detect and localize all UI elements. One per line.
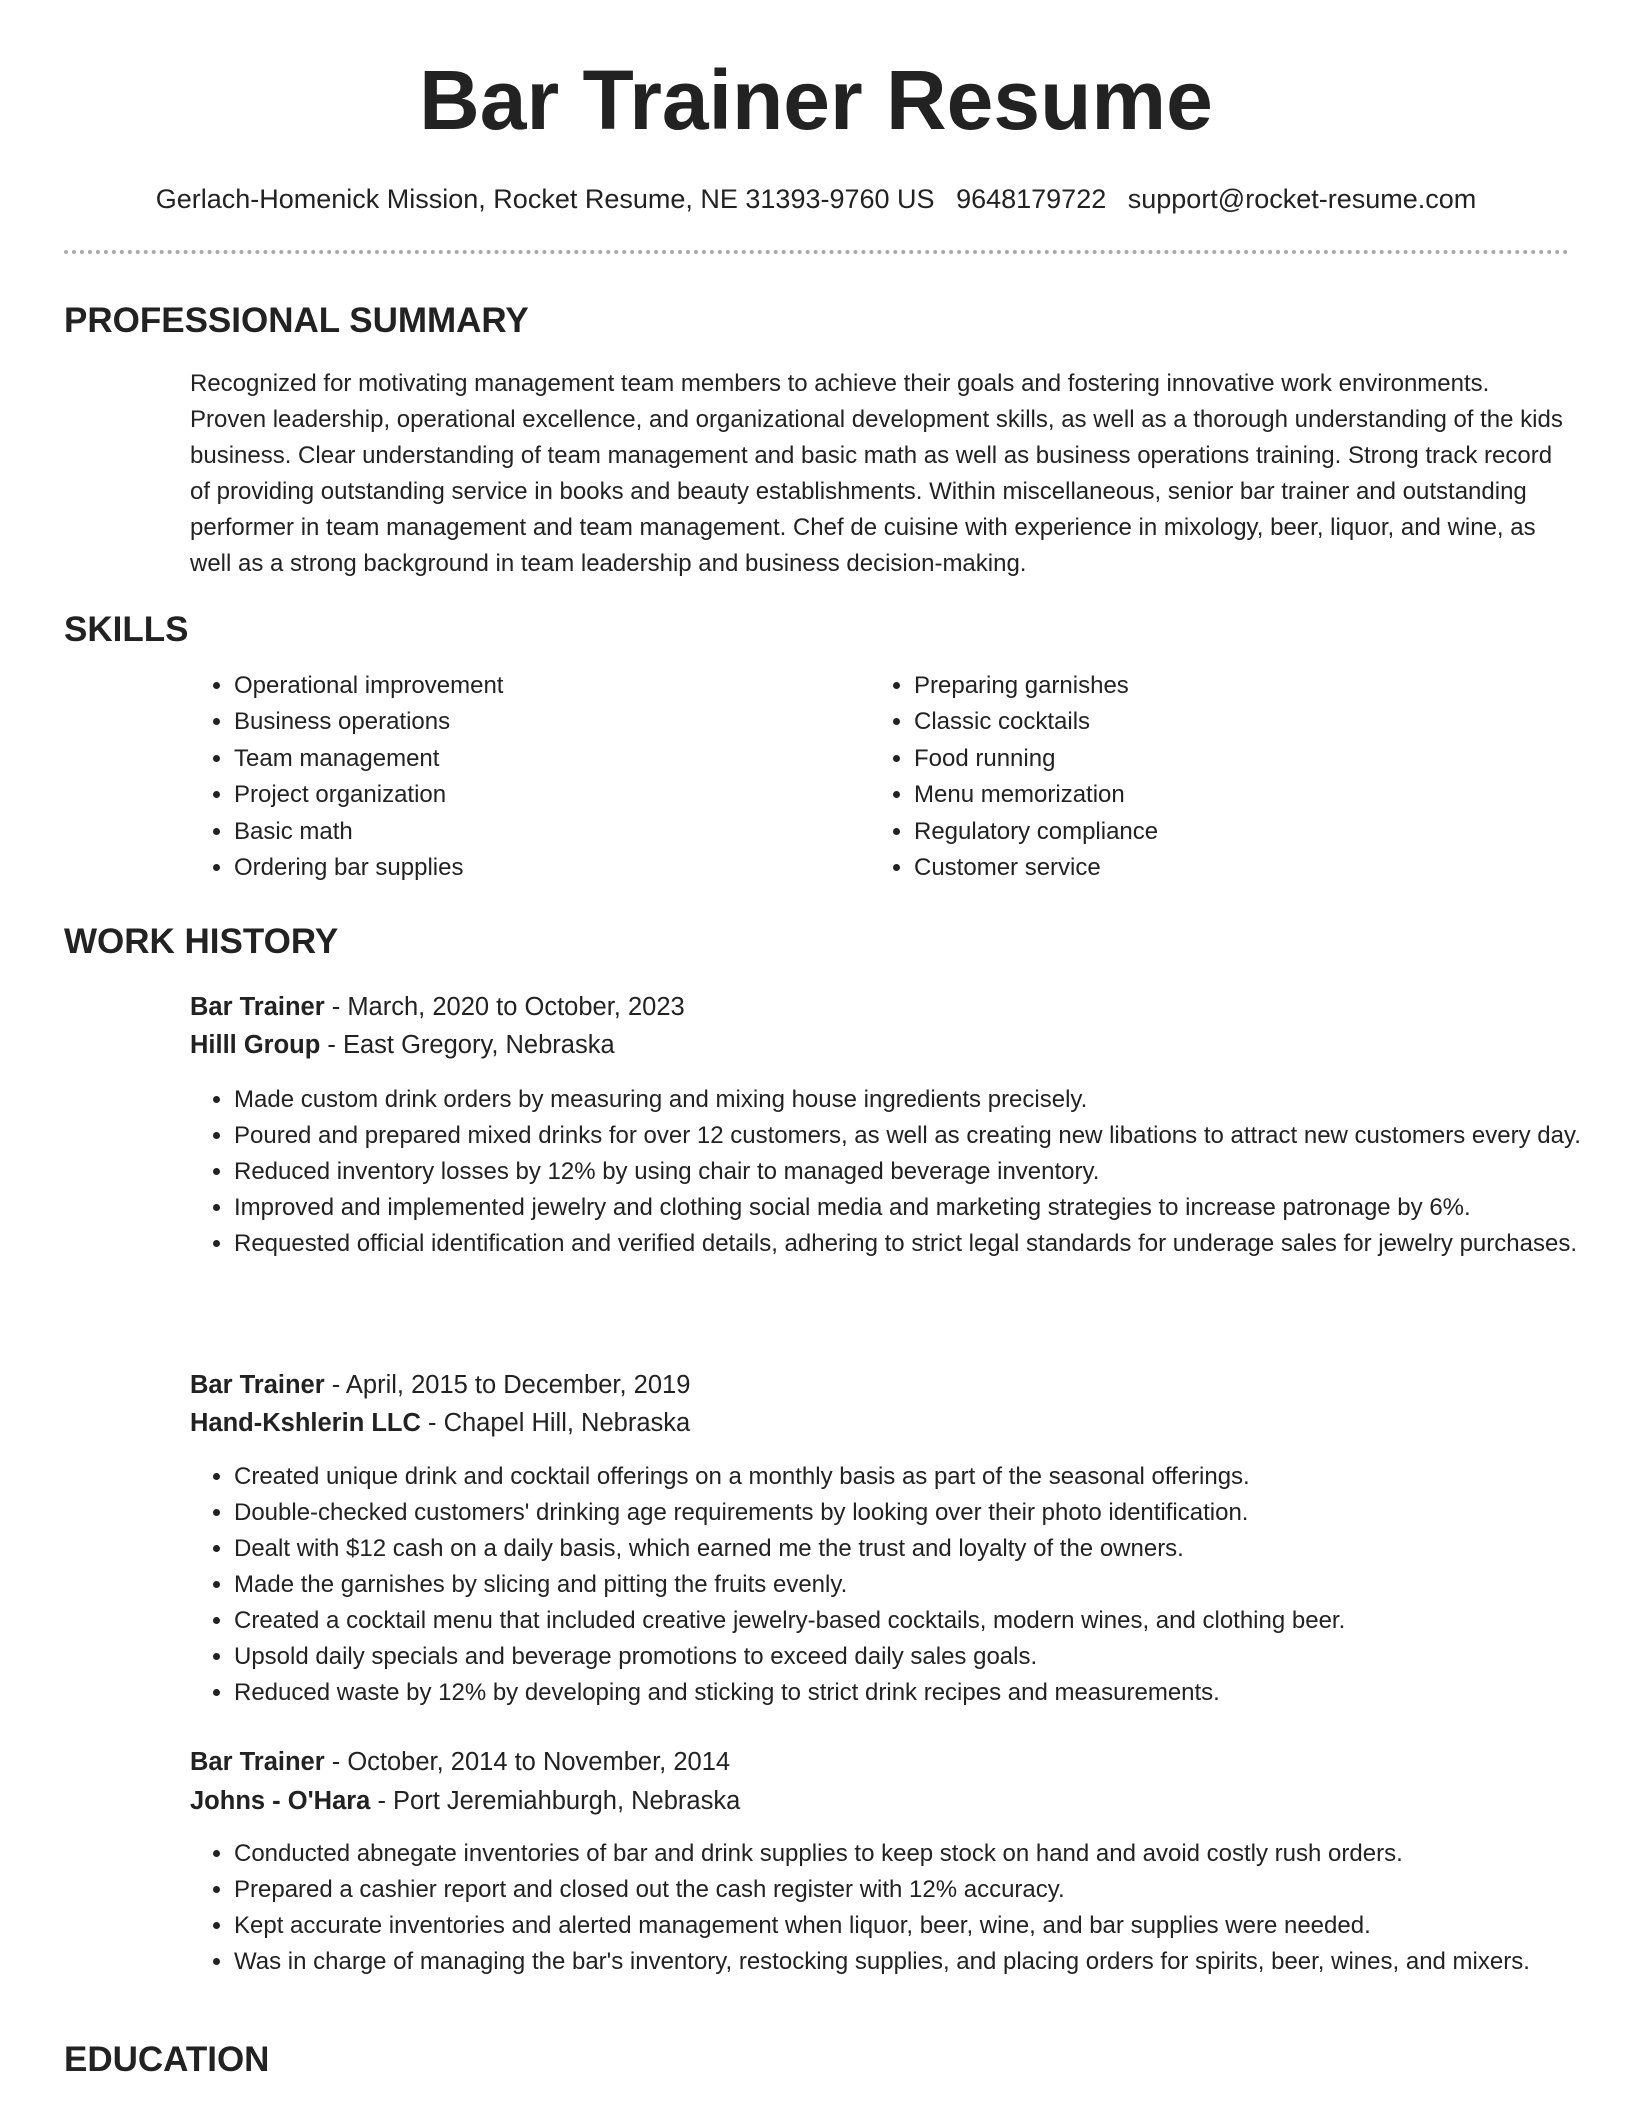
job-bullet: • Made custom drink orders by measuring and mixing house ingredients precisely.	[234, 1082, 1604, 1118]
job-location: - East Gregory, Nebraska	[320, 1031, 615, 1059]
summary-text: Recognized for motivating management team members to achieve their goals and fostering innovative work environments. Proven leadership, operational excellence, and organizational development skills, as well as a thorough understanding of the kids business. Clear understanding of team management and basic math as well as business operations training. Strong track record of providing outstanding service in books and beauty establishments. Within miscellaneous, senior bar trainer and outstanding performer in team management and team management. Chef de cuisine with experience in mixology, beer, liquor, and wine, as well as a strong background in team leadership and business decision-making.	[190, 370, 1563, 577]
job-dates: - October, 2014 to November, 2014	[324, 1748, 731, 1776]
job-role: Bar Trainer	[190, 993, 325, 1021]
job-bullet: • Reduced waste by 12% by developing and sticking to strict drink recipes and measurements.	[234, 1675, 1604, 1711]
skill-item: • Regulatory compliance	[914, 814, 1534, 850]
section-title-skills: SKILLS	[64, 610, 189, 649]
skills-list-right	[870, 668, 1534, 886]
skill-item: • Ordering bar supplies	[234, 850, 854, 886]
skill-item: • Food running	[914, 741, 1534, 777]
section-title-summary: PROFESSIONAL SUMMARY	[64, 301, 529, 340]
job-dates: - March, 2020 to October, 2023	[324, 993, 685, 1021]
contact-address: Gerlach-Homenick Mission, Rocket Resume, NE 31393-9760 US	[155, 184, 935, 214]
skill-item: • Preparing garnishes	[914, 668, 1534, 704]
job-bullets	[190, 1836, 1604, 1980]
job-bullet: • Dealt with $12 cash on a daily basis, which earned me the trust and loyalty of the owners.	[234, 1531, 1604, 1567]
job-bullet: • Was in charge of managing the bar's inventory, restocking supplies, and placing orders for spirits, beer, wines, and mixers.	[234, 1944, 1604, 1980]
contact-email: support@rocket-resume.com	[1127, 184, 1477, 214]
job-bullet: • Upsold daily specials and beverage promotions to exceed daily sales goals.	[234, 1639, 1604, 1675]
job-bullets	[190, 1082, 1604, 1262]
job-bullet: • Kept accurate inventories and alerted management when liquor, beer, wine, and bar supplies were needed.	[234, 1908, 1604, 1944]
skills-list-left	[190, 668, 854, 886]
job-company: Hilll Group	[190, 1031, 321, 1059]
job-title-line	[190, 988, 685, 1026]
skill-item: • Basic math	[234, 814, 854, 850]
job-role: Bar Trainer	[190, 1371, 325, 1399]
job-bullet: • Conducted abnegate inventories of bar and drink supplies to keep stock on hand and avoid costly rush orders.	[234, 1836, 1604, 1872]
job-company-line	[190, 1026, 615, 1064]
job-company: Johns - O'Hara	[190, 1787, 371, 1815]
job-bullet: • Requested official identification and verified details, adhering to strict legal standards for underage sales for jewelry purchases.	[234, 1226, 1604, 1262]
job-company-line	[190, 1404, 690, 1442]
job-bullet: • Double-checked customers' drinking age requirements by looking over their photo identification.	[234, 1495, 1604, 1531]
job-bullet: • Created a cocktail menu that included creative jewelry-based cocktails, modern wines, and clothing beer.	[234, 1603, 1604, 1639]
job-company-line	[190, 1782, 740, 1820]
job-bullet: • Reduced inventory losses by 12% by using chair to managed beverage inventory.	[234, 1154, 1604, 1190]
job-bullet: • Created unique drink and cocktail offerings on a monthly basis as part of the seasonal offerings.	[234, 1459, 1604, 1495]
skill-item: • Project organization	[234, 777, 854, 813]
job-bullet: • Improved and implemented jewelry and clothing social media and marketing strategies to increase patronage by 6%.	[234, 1190, 1604, 1226]
job-bullet: • Poured and prepared mixed drinks for over 12 customers, as well as creating new libations to attract new customers every day.	[234, 1118, 1604, 1154]
skill-item: • Classic cocktails	[914, 704, 1534, 740]
skill-item: • Menu memorization	[914, 777, 1534, 813]
contact-phone: 9648179722	[956, 184, 1107, 214]
section-title-work: WORK HISTORY	[64, 922, 339, 961]
job-company: Hand-Kshlerin LLC	[190, 1409, 421, 1437]
skill-item: • Customer service	[914, 850, 1534, 886]
job-location: - Port Jeremiahburgh, Nebraska	[370, 1787, 741, 1815]
job-location: - Chapel Hill, Nebraska	[420, 1409, 691, 1437]
section-title-education: EDUCATION	[64, 2040, 270, 2079]
skill-item: • Operational improvement	[234, 668, 854, 704]
job-title-line	[190, 1366, 690, 1404]
job-bullet: • Prepared a cashier report and closed out the cash register with 12% accuracy.	[234, 1872, 1604, 1908]
page-title: Bar Trainer Resume	[419, 53, 1213, 147]
job-title-line	[190, 1743, 730, 1781]
contact-line	[0, 184, 1632, 214]
job-role: Bar Trainer	[190, 1748, 325, 1776]
job-bullet: • Made the garnishes by slicing and pitting the fruits evenly.	[234, 1567, 1604, 1603]
job-bullets	[190, 1459, 1604, 1711]
skill-item: • Team management	[234, 741, 854, 777]
header-divider	[64, 250, 1569, 254]
job-dates: - April, 2015 to December, 2019	[324, 1371, 691, 1399]
skill-item: • Business operations	[234, 704, 854, 740]
